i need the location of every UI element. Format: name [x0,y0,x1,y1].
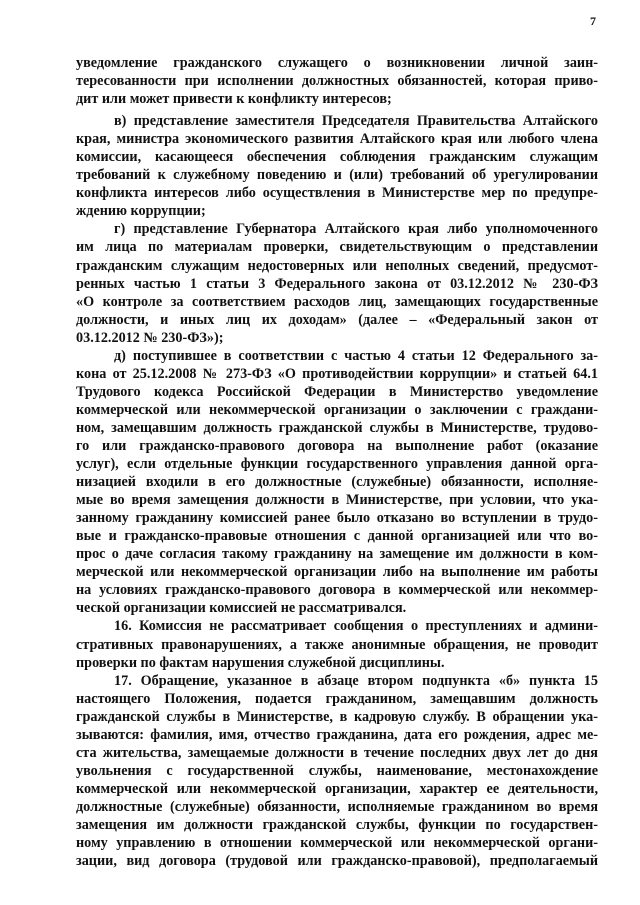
text-line: 03.12.2012 № 230-ФЗ»); [76,329,224,346]
document-body [76,54,598,870]
text-line: тересованности при исполнении должностных обязанностей, которая приво- [76,73,598,90]
text-line: зации, вид договора (трудовой или гражданско-правовой), предполагаемый [76,853,598,870]
text-line: кона от 25.12.2008 № 273-ФЗ «О противодействии коррупции» и статьей 64.1 [76,365,598,382]
text-line: коммерческой или некоммерческой организации о заключении с граждани- [76,401,598,418]
text-line: гражданской службы в Министерстве, в кадровую службу. В обращении ука- [76,708,598,725]
paragraph [76,347,598,618]
text-line: зываются: фамилия, имя, отчество гражданина, дата его рождения, адрес ме- [76,726,598,743]
text-line: Трудового кодекса Российской Федерации в Министерство уведомление [76,383,598,400]
text-line: прос о даче согласия такому гражданину на замещение им должности в ком- [76,546,598,563]
text-line: проверки по фактам нарушения служебной дисциплины. [76,654,445,671]
text-line: в) представление заместителя Председателя Правительства Алтайского [114,113,598,130]
text-line: требований к служебному поведению и (или) требований об урегулировании [76,167,598,184]
paragraph [76,617,598,671]
text-line: низацией входили в его должностные (служебные) обязанности, исполняе- [76,474,598,491]
text-line: комиссии, касающееся обеспечения соблюдения гражданским служащим [76,149,598,166]
text-line: «О контроле за соответствием расходов лиц, замещающих государственные [76,293,598,310]
text-line: г) представление Губернатора Алтайского края либо уполномоченного [114,221,598,238]
text-line: на условиях гражданско-правового договора в коммерческой или некоммер- [76,582,598,599]
text-line: замещения им должности гражданской службы, функции по государствен- [76,816,598,833]
text-line: вые и гражданско-правовые отношения с данной организацией или что во- [76,528,598,545]
text-line: ста жительства, замещаемые должности в течение последних двух лет до дня [76,744,598,761]
paragraph [76,112,598,220]
text-line: услуг), если отдельные функции государственного управления данной орга- [76,456,598,473]
text-line: ном, замещавшим должность гражданской службы в Министерстве, трудово- [76,419,598,436]
text-line: конфликта интересов либо осуществления в Министерстве мер по предупре- [76,185,598,202]
text-line: занному гражданину комиссией ранее было отказано во вступлении в трудо- [76,510,598,527]
text-line: края, министра экономического развития Алтайского края или любого члена [76,131,598,148]
text-line: го или гражданско-правового договора на выполнение работ (оказание [76,437,598,454]
text-line: д) поступившее в соответствии с частью 4 статьи 12 Федерального за- [114,347,598,364]
text-line: коммерческой или некоммерческой организации, характер ее деятельности, [76,780,598,797]
text-line: уведомление гражданского служащего о возникновении личной заин- [76,55,598,71]
text-line: ческой организации комиссией не рассматривался. [76,600,407,617]
text-line: ренных частью 1 статьи 3 Федерального закона от 03.12.2012 № 230-ФЗ [76,275,598,292]
text-line: им лица по материалам проверки, свидетельствующим о представлении [76,239,598,256]
text-line: 17. Обращение, указанное в абзаце втором подпункта «б» пункта 15 [114,672,598,689]
text-line: стративных правонарушениях, а также анонимные обращения, не проводит [76,636,598,653]
text-line: настоящего Положения, подается гражданином, замещавшим должность [76,690,598,707]
text-line: должностные (служебные) обязанности, исполняемые гражданином во время [76,798,598,815]
text-line: увольнения с государственной службы, наименование, местонахождение [76,762,598,779]
text-line: гражданским служащим недостоверных или неполных сведений, предусмот- [76,257,598,274]
paragraph [76,220,598,346]
text-line: мерческой или некоммерческой организации либо на выполнение им работы [76,564,598,581]
text-line: 16. Комиссия не рассматривает сообщения о преступлениях и админи- [114,618,598,635]
text-line: должности, и иных лиц их доходам» (далее – «Федеральный закон от [76,311,598,328]
text-line: мые во время замещения должности в Министерстве, при условии, что ука- [76,492,598,509]
text-line: дит или может привести к конфликту интересов; [76,91,392,108]
page-number: 7 [590,14,596,28]
paragraph [76,672,598,871]
text-line: ному управлению в отношении коммерческой или некоммерческой органи- [76,835,598,852]
text-line: ждению коррупции; [76,203,206,220]
paragraph [76,54,598,108]
